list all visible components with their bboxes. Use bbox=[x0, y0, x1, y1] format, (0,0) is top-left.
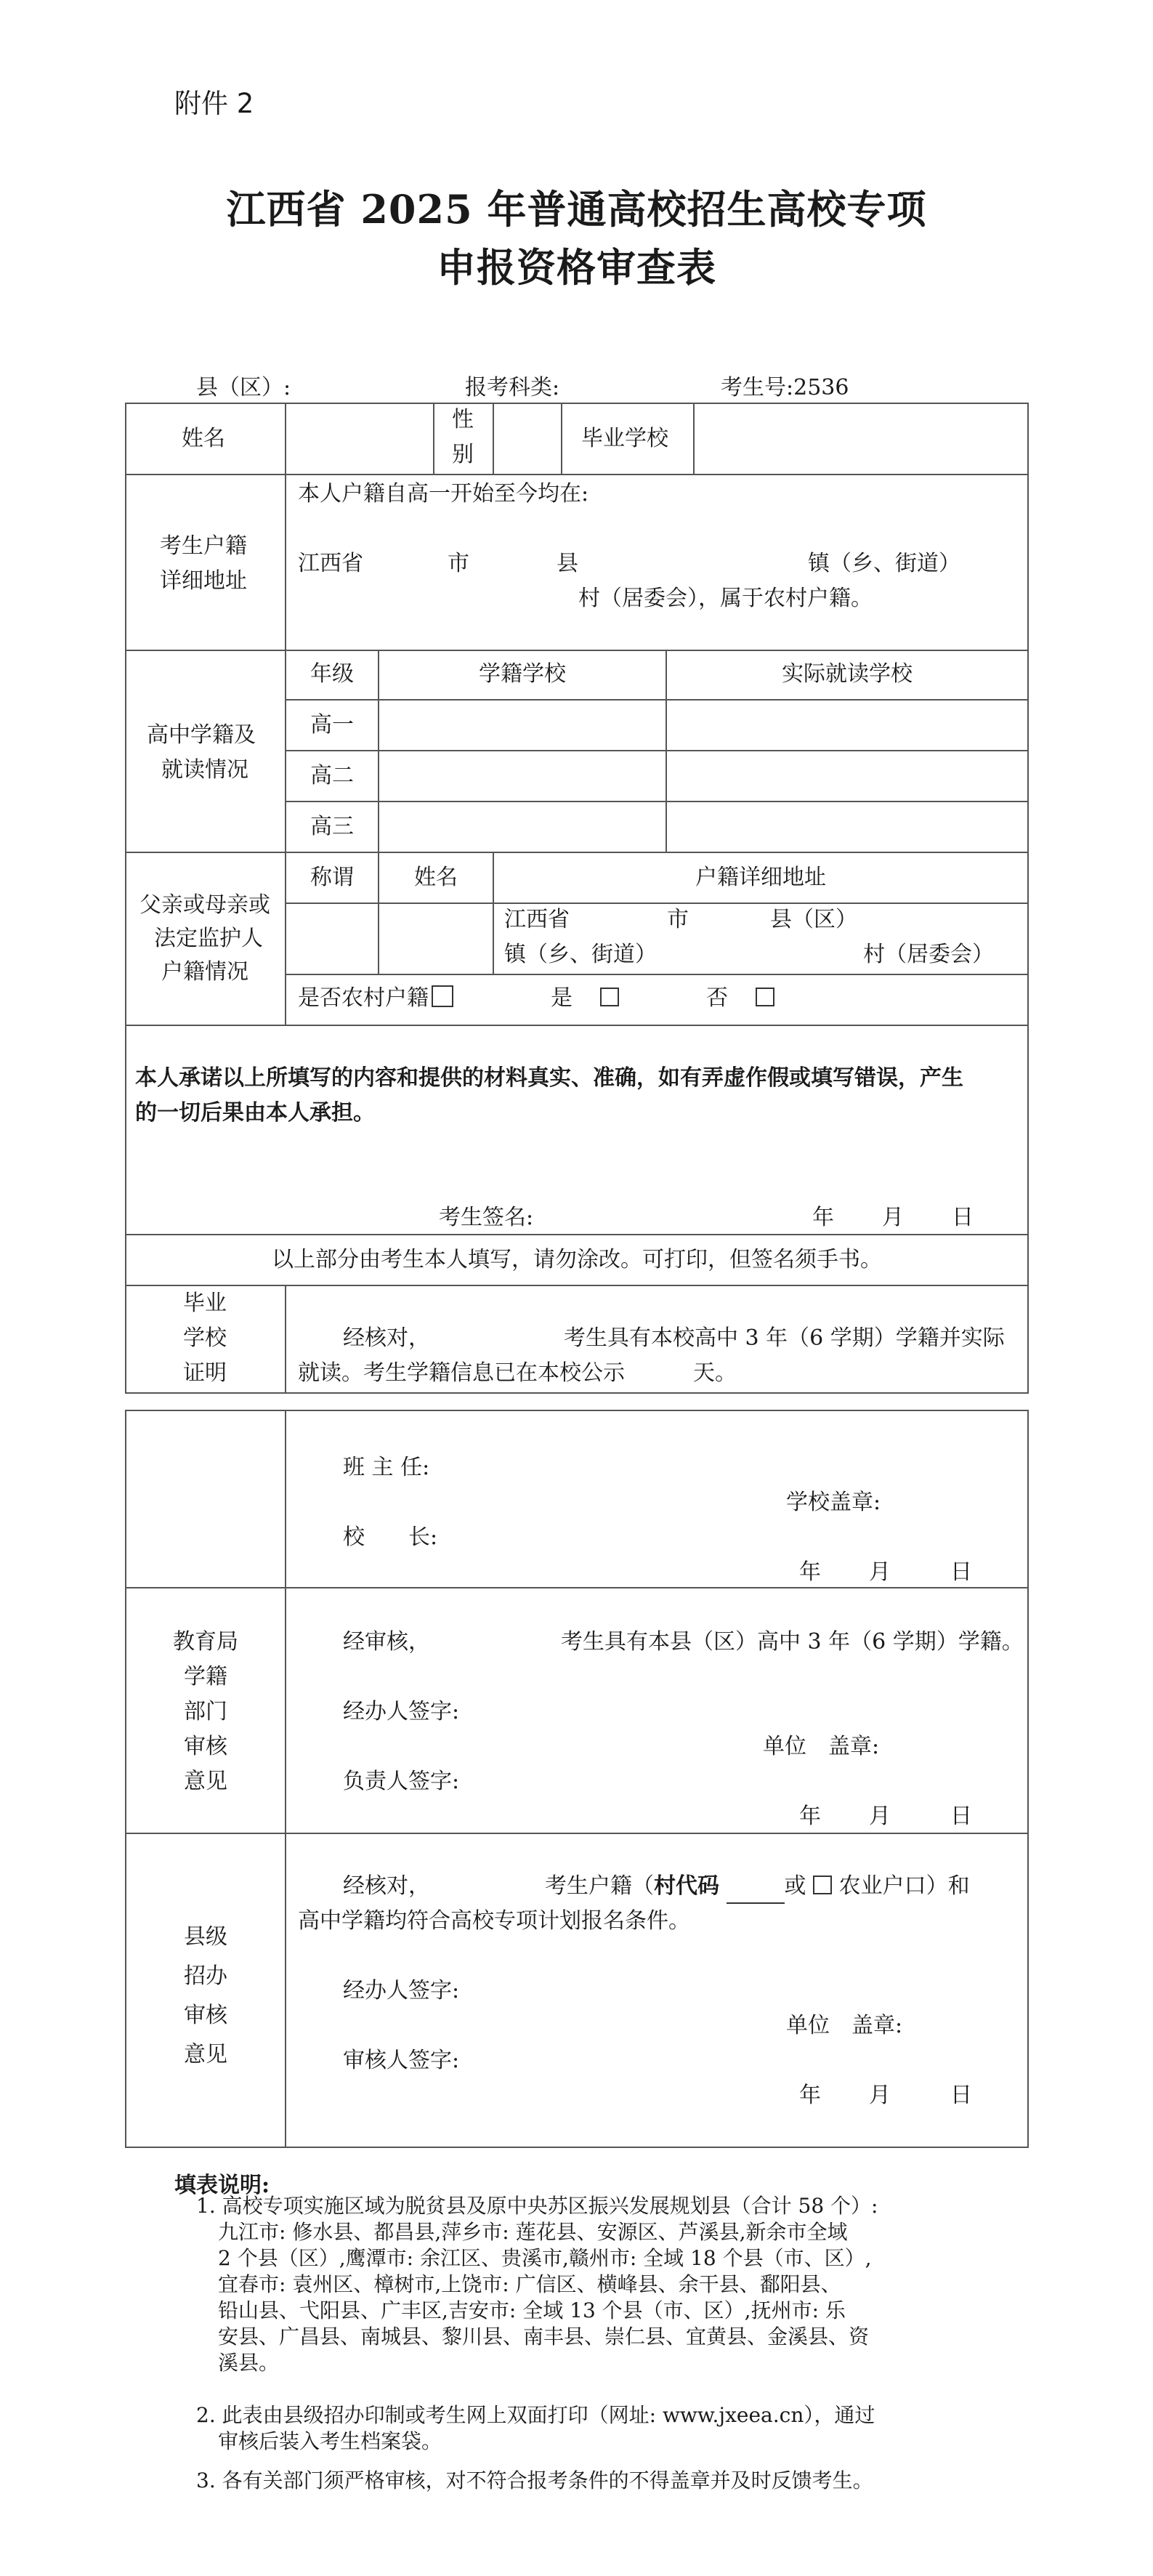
county-office-label-3: 审核 bbox=[184, 2003, 227, 2028]
parent-addr-village: 村（居委会） bbox=[863, 942, 994, 967]
highschool-label-2: 就读情况 bbox=[161, 757, 248, 783]
note-2 bbox=[196, 2402, 988, 2455]
edu-bureau-label-1: 教育局 bbox=[173, 1629, 238, 1655]
address-intro: 本人户籍自高一开始至今均在: bbox=[298, 481, 589, 506]
pledge-month: 月 bbox=[882, 1205, 904, 1230]
parent-addr-county: 县（区） bbox=[770, 907, 857, 932]
edu-bureau-verify: 经审核， bbox=[343, 1629, 430, 1655]
address-county: 县 bbox=[557, 551, 578, 576]
parent-label-3: 户籍情况 bbox=[161, 959, 248, 985]
candidate-signature-field[interactable] bbox=[551, 1198, 790, 1231]
school-cert-verify: 经核对， bbox=[343, 1325, 430, 1351]
county-office-hukou-label: 考生户籍（ bbox=[545, 1873, 654, 1899]
county-office-label-4: 意见 bbox=[184, 2042, 227, 2067]
actual-school-header: 实际就读学校 bbox=[782, 661, 913, 687]
county-office-label-2: 招办 bbox=[184, 1963, 227, 1989]
rural-checkbox[interactable] bbox=[432, 985, 453, 1007]
grade-row-1: 高一 bbox=[310, 712, 354, 738]
county-office-verify: 经核对， bbox=[343, 1873, 430, 1899]
school-cert-year: 年 bbox=[799, 1559, 821, 1585]
school-cert-month: 月 bbox=[869, 1559, 891, 1585]
name-label: 姓名 bbox=[182, 426, 225, 451]
parent-name-header: 姓名 bbox=[414, 865, 458, 890]
parent-addr-province: 江西省 bbox=[504, 907, 570, 932]
rural-no-checkbox[interactable] bbox=[756, 988, 774, 1006]
edu-bureau-day: 日 bbox=[950, 1804, 972, 1829]
county-office-year: 年 bbox=[799, 2083, 821, 2108]
note-3 bbox=[196, 2468, 988, 2494]
principal-label: 校 长: bbox=[343, 1525, 438, 1550]
note-2-line-1: 2. 此表由县级招办印制或考生网上双面打印（网址: www.jxeea.cn），通过 bbox=[196, 2403, 875, 2427]
school-cert-line2: 就读。考生学籍信息已在本校公示 bbox=[298, 1360, 625, 1386]
note-1-line-7: 溪县。 bbox=[218, 2351, 280, 2375]
edu-bureau-handler: 经办人签字: bbox=[343, 1699, 460, 1724]
edu-bureau-label-5: 意见 bbox=[184, 1769, 227, 1794]
note-1-line-6: 安县、广昌县、南城县、黎川县、南丰县、崇仁县、宜黄县、金溪县、资 bbox=[218, 2325, 870, 2349]
graduation-school-label: 毕业学校 bbox=[581, 426, 668, 451]
address-province: 江西省 bbox=[298, 551, 363, 576]
exam-number: 考生号:2536 bbox=[721, 375, 849, 400]
parent-addr-town: 镇（乡、街道） bbox=[504, 942, 657, 967]
rural-no-label: 否 bbox=[706, 985, 728, 1011]
edu-bureau-unit-stamp: 单位 盖章: bbox=[763, 1734, 880, 1759]
edu-bureau-leader: 负责人签字: bbox=[343, 1769, 460, 1794]
school-cert-days: 天。 bbox=[693, 1360, 737, 1386]
pledge-day: 日 bbox=[952, 1205, 974, 1230]
school-cert-label-2: 学校 bbox=[183, 1325, 227, 1351]
subject-field-label: 报考科类: bbox=[465, 375, 560, 400]
parent-address-header: 户籍详细地址 bbox=[695, 865, 826, 890]
agri-label: 农业户口）和 bbox=[838, 1873, 970, 1899]
county-office-handler: 经办人签字: bbox=[343, 1978, 460, 2003]
school-cert-label-1: 毕业 bbox=[183, 1291, 227, 1316]
candidate-signature-label: 考生签名: bbox=[439, 1205, 534, 1230]
address-label-1: 考生户籍 bbox=[160, 533, 247, 559]
address-village: 村（居委会），属于农村户籍。 bbox=[578, 586, 873, 611]
parent-label-1: 父亲或母亲或 bbox=[139, 892, 270, 918]
address-town: 镇（乡、街道） bbox=[808, 551, 960, 576]
agri-checkbox[interactable] bbox=[813, 1876, 832, 1894]
rural-yes-label: 是 bbox=[551, 985, 573, 1011]
school-cert-label-3: 证明 bbox=[183, 1360, 227, 1386]
fill-note: 以上部分由考生本人填写，请勿涂改。可打印，但签名须手书。 bbox=[272, 1247, 882, 1272]
registered-school-header: 学籍学校 bbox=[479, 661, 566, 687]
village-code-input[interactable] bbox=[727, 1881, 785, 1904]
rural-yes bbox=[551, 981, 619, 1016]
or-label: 或 bbox=[784, 1873, 806, 1899]
note-1-line-4: 宜春市: 袁州区、樟树市,上饶市: 广信区、横峰县、余干县、鄱阳县、 bbox=[218, 2272, 841, 2296]
county-office-line2: 高中学籍均符合高校专项计划报名条件。 bbox=[298, 1908, 690, 1934]
highschool-label-1: 高中学籍及 bbox=[147, 722, 256, 748]
county-office-reviewer: 审核人签字: bbox=[343, 2048, 460, 2073]
notes-title: 填表说明: bbox=[174, 2173, 270, 2198]
parent-addr-city: 市 bbox=[667, 907, 689, 932]
rural-yes-checkbox[interactable] bbox=[600, 988, 619, 1006]
county-office-day: 日 bbox=[950, 2083, 972, 2108]
note-1-line-1: 1. 高校专项实施区域为脱贫县及原中央苏区振兴发展规划县（合计 58 个）: bbox=[196, 2194, 878, 2218]
pledge-text-1: 本人承诺以上所填写的内容和提供的材料真实、准确，如有弄虚作假或填写错误，产生 bbox=[135, 1065, 963, 1091]
edu-bureau-label-2: 学籍 bbox=[184, 1664, 227, 1689]
note-1 bbox=[196, 2193, 988, 2376]
address-label-2: 详细地址 bbox=[160, 568, 247, 594]
form-title-line2: 申报资格审查表 bbox=[437, 244, 716, 291]
edu-bureau-label-4: 审核 bbox=[184, 1734, 227, 1759]
county-office-statement bbox=[545, 1869, 970, 1904]
county-office-month: 月 bbox=[869, 2083, 891, 2108]
form-title-line1: 江西省 2025 年普通高校招生高校专项 bbox=[226, 186, 927, 233]
name-input[interactable] bbox=[291, 407, 430, 471]
attachment-label: 附件 2 bbox=[174, 88, 254, 119]
address-city: 市 bbox=[448, 551, 469, 576]
gender-label-1: 性 bbox=[452, 407, 474, 432]
grade-row-3: 高三 bbox=[310, 814, 354, 839]
head-teacher-label: 班 主 任: bbox=[343, 1455, 430, 1480]
rural-question bbox=[298, 981, 453, 1016]
note-1-line-5: 铅山县、弋阳县、广丰区,吉安市: 全域 13 个县（市、区）,抚州市: 乐 bbox=[218, 2298, 846, 2322]
edu-bureau-year: 年 bbox=[799, 1804, 821, 1829]
graduation-school-input[interactable] bbox=[697, 407, 1024, 471]
note-1-line-3: 2 个县（区）,鹰潭市: 余江区、贵溪市,赣州市: 全域 18 个县（市、区）, bbox=[218, 2246, 872, 2270]
school-cert-day: 日 bbox=[950, 1559, 972, 1585]
relation-header: 称谓 bbox=[310, 865, 354, 890]
edu-bureau-label-3: 部门 bbox=[184, 1699, 227, 1724]
gender-label-2: 别 bbox=[452, 442, 474, 467]
note-2-line-2: 审核后装入考生档案袋。 bbox=[218, 2429, 442, 2453]
note-1-line-2: 九江市: 修水县、都昌县,萍乡市: 莲花县、安源区、芦溪县,新余市全域 bbox=[218, 2220, 848, 2244]
parent-label-2: 法定监护人 bbox=[154, 926, 263, 951]
county-office-label-1: 县级 bbox=[184, 1924, 227, 1950]
grade-header: 年级 bbox=[310, 661, 354, 687]
pledge-text-2: 的一切后果由本人承担。 bbox=[135, 1100, 375, 1126]
edu-bureau-month: 月 bbox=[869, 1804, 891, 1829]
pledge-year: 年 bbox=[812, 1205, 834, 1230]
county-field-label: 县（区）: bbox=[196, 375, 291, 400]
rural-no bbox=[706, 981, 774, 1016]
note-3-line-1: 3. 各有关部门须严格审核，对不符合报考条件的不得盖章并及时反馈考生。 bbox=[196, 2468, 873, 2492]
gender-input[interactable] bbox=[495, 407, 558, 471]
grade-row-2: 高二 bbox=[310, 763, 354, 788]
village-code-label: 村代码 bbox=[654, 1873, 719, 1899]
school-stamp-label: 学校盖章: bbox=[786, 1490, 881, 1515]
county-office-unit-stamp: 单位 盖章: bbox=[786, 2013, 903, 2038]
edu-bureau-statement: 考生具有本县（区）高中 3 年（6 学期）学籍。 bbox=[561, 1629, 1024, 1655]
rural-question-label: 是否农村户籍 bbox=[298, 985, 429, 1011]
school-cert-statement: 考生具有本校高中 3 年（6 学期）学籍并实际 bbox=[564, 1325, 1005, 1351]
